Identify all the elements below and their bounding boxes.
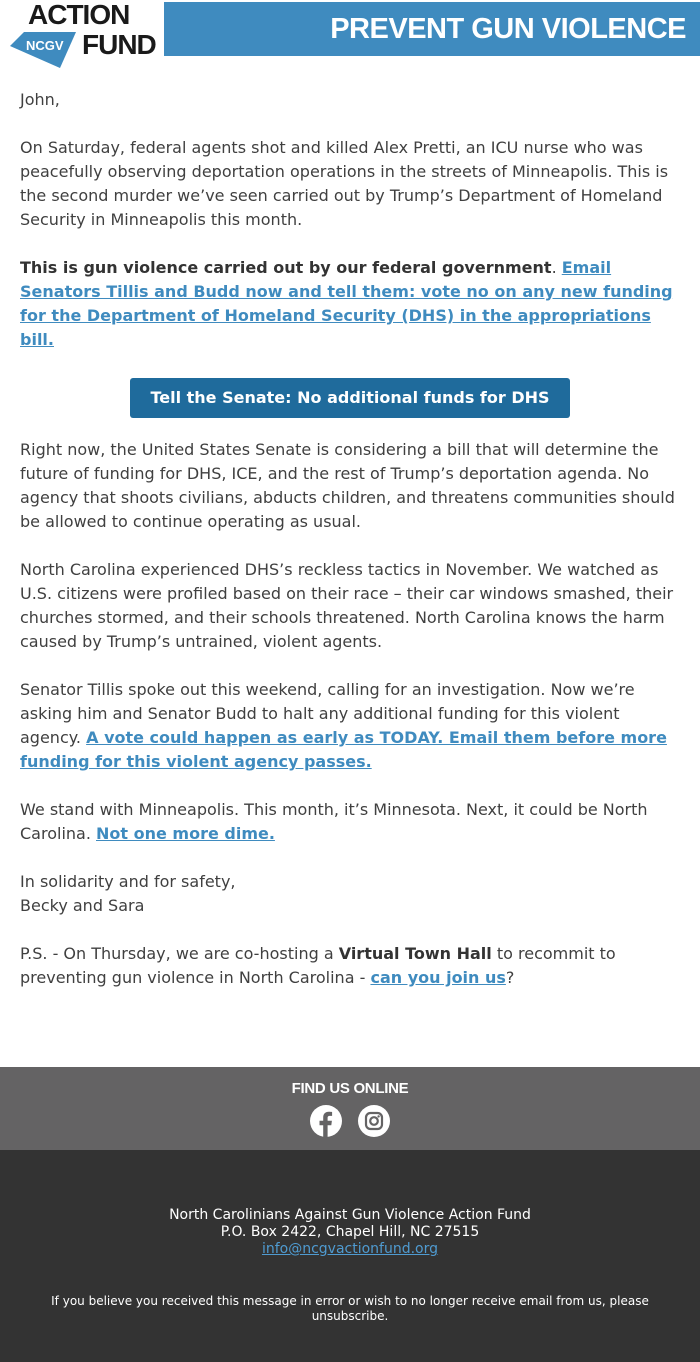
ps-pre-text: P.S. - On Thursday, we are co-hosting a — [20, 944, 339, 963]
paragraph-call-to-action — [20, 256, 680, 352]
bold-statement: This is gun violence carried out by our federal government — [20, 258, 552, 277]
footer-address-block — [0, 1207, 700, 1258]
email-footer — [0, 1150, 700, 1362]
join-us-link[interactable]: can you join us — [370, 968, 506, 987]
ncgv-action-fund-logo[interactable] — [10, 2, 160, 68]
social-icons — [0, 1105, 700, 1137]
not-one-more-dime-link[interactable]: Not one more dime. — [96, 824, 275, 843]
vote-today-link[interactable]: A vote could happen as early as TODAY. Email them before more funding for this violent agency passes. — [20, 728, 667, 771]
paragraph-tillis — [20, 678, 680, 774]
banner-title: PREVENT GUN VIOLENCE — [330, 13, 686, 45]
paragraph-north-carolina: North Carolina experienced DHS’s reckless tactics in November. We watched as U.S. citizens were profiled based on their race – their car windows smashed, their churches stormed, and their schools threatened. North Carolina knows the harm caused by Trump’s untrained, violent agents. — [20, 560, 674, 651]
logo-action-text: ACTION — [28, 0, 130, 30]
greeting: John, — [20, 90, 60, 109]
virtual-town-hall: Virtual Town Hall — [338, 944, 492, 963]
email-senators-link[interactable]: Email Senators Tillis and Budd now and tell them: vote no on any new funding for the Department of Homeland Security (DHS) in the appropriations bill. — [20, 258, 673, 349]
contact-email-link[interactable]: info@ncgvactionfund.org — [261, 1241, 439, 1257]
signoff: In solidarity and for safety, — [20, 872, 236, 891]
tillis-text: Senator Tillis spoke out this weekend, calling for an investigation. Now we’re asking him and Senator Budd to halt any additional funding for this violent agency. — [20, 680, 635, 747]
postscript — [20, 942, 680, 990]
mailing-address: P.O. Box 2422, Chapel Hill, NC 27515 — [220, 1224, 480, 1240]
tell-senate-button[interactable]: Tell the Senate: No additional funds for DHS — [130, 378, 569, 418]
paragraph-senate-bill: Right now, the United States Senate is considering a bill that will determine the future of funding for DHS, ICE, and the rest of Trump’s deportation agenda. No agency that shoots civilians, abducts children, and threatens communities should be allowed to continue operating as usual. — [20, 440, 675, 531]
ps-mid-text: to recommit to preventing gun violence in North Carolina - — [20, 944, 616, 987]
logo-ncgv-text: NCGV — [26, 38, 64, 53]
logo-fund-text: FUND — [82, 29, 156, 60]
minneapolis-text: We stand with Minneapolis. This month, it’s Minnesota. Next, it could be North Carolina. — [20, 800, 648, 843]
signers: Becky and Sara — [20, 896, 145, 915]
signature — [20, 870, 680, 918]
cta-container — [20, 378, 680, 418]
social-section — [0, 1067, 700, 1150]
paragraph-minneapolis — [20, 798, 680, 846]
organization-name: North Carolinians Against Gun Violence Action Fund — [169, 1207, 531, 1223]
paragraph-intro: On Saturday, federal agents shot and killed Alex Pretti, an ICU nurse who was peacefully observing deportation operations in the streets of Minneapolis. This is the second murder we’ve seen carried out by Trump’s Department of Homeland Security in Minneapolis this month. — [20, 138, 669, 229]
find-us-online-title: FIND US ONLINE — [291, 1080, 409, 1097]
facebook-icon[interactable] — [310, 1105, 342, 1137]
header-banner — [164, 2, 700, 56]
email-body — [0, 70, 700, 990]
ps-end-text: ? — [505, 968, 515, 987]
instagram-icon[interactable] — [358, 1105, 390, 1137]
statement-period: . — [551, 258, 562, 277]
unsubscribe-notice[interactable]: If you believe you received this message in error or wish to no longer receive email from us, please unsubscribe. — [51, 1294, 649, 1323]
email-header — [0, 0, 700, 70]
